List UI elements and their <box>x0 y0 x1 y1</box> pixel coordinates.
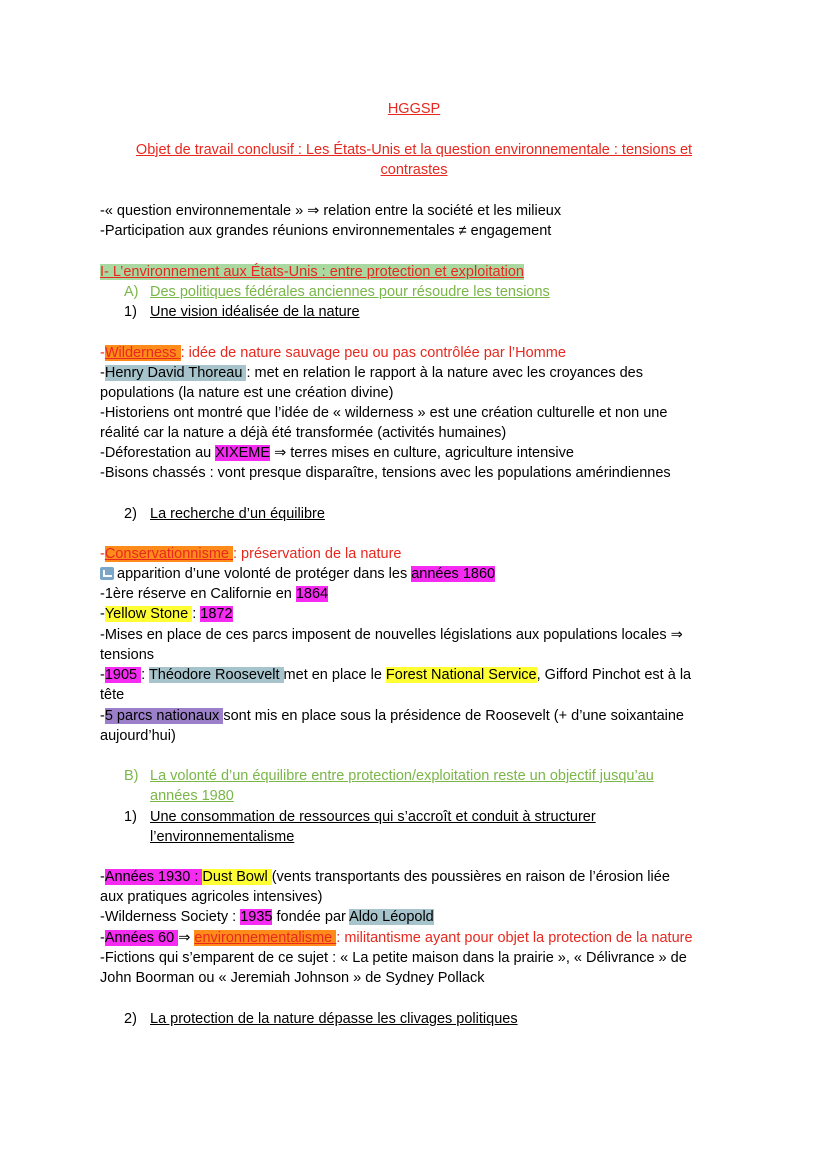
wilderness-society-line: -Wilderness Society : 1935 fondée par Aldo Léopold <box>100 909 434 925</box>
dust-bowl-line: -Années 1930 : Dust Bowl (vents transportants des poussières en raison de l’érosion liée <box>100 869 670 885</box>
subject-line-2: contrastes <box>380 162 448 178</box>
section-b: B) La volonté d’un équilibre entre protection/exploitation reste un objectif jusqu’au <box>124 768 654 784</box>
intro-line-2: -Participation aux grandes réunions environnementales ≠ engagement <box>100 223 552 239</box>
subsection-b1-line-2: l’environnementalisme <box>150 829 295 845</box>
reserve-line: -1ère réserve en Californie en 1864 <box>100 586 329 602</box>
five-parcs-line-2: aujourd’hui) <box>100 728 176 744</box>
bisons-line: -Bisons chassés : vont presque disparaître, tensions avec les populations amérindiennes <box>100 465 671 481</box>
return-arrow-icon <box>100 567 114 580</box>
parcs-line-1: -Mises en place de ces parcs imposent de nouvelles législations aux populations locales ⇒ <box>100 627 683 643</box>
apparition-line: apparition d’une volonté de protéger dans les années 1860 <box>100 564 495 584</box>
subject-line-1: Objet de travail conclusif : Les États-Unis et la question environnementale : tensions et <box>135 142 693 158</box>
thoreau-line: -Henry David Thoreau : met en relation le rapport à la nature avec les croyances des <box>100 365 643 381</box>
section-a: A) Des politiques fédérales anciennes pour résoudre les tensions <box>124 284 550 300</box>
deforestation-line: -Déforestation au XIXEME ⇒ terres mises en culture, agriculture intensive <box>100 445 574 461</box>
roosevelt-line-2: tête <box>100 687 125 703</box>
conservationnisme-line: -Conservationnisme : préservation de la nature <box>100 546 402 562</box>
parcs-line-2: tensions <box>100 647 155 663</box>
part1-heading: I- L’environnement aux États-Unis : entre protection et exploitation <box>100 264 524 280</box>
roosevelt-line: -1905 : Théodore Roosevelt met en place le Forest National Service, Gifford Pinchot est à la <box>100 667 692 683</box>
section-b-line-2: années 1980 <box>150 788 234 804</box>
subsection-b2: 2) La protection de la nature dépasse les clivages politiques <box>124 1011 518 1027</box>
wilderness-line: -Wilderness : idée de nature sauvage peu ou pas contrôlée par l’Homme <box>100 345 566 361</box>
intro-line-1: -« question environnementale » ⇒ relation entre la société et les milieux <box>100 203 562 219</box>
historians-line-1: -Historiens ont montré que l’idée de « wilderness » est une création culturelle et non une <box>100 405 668 421</box>
annees-60-line: -Années 60 ⇒ environnementalisme : militantisme ayant pour objet la protection de la nature <box>100 930 693 946</box>
wilderness-term: Wilderness <box>104 345 181 361</box>
subsection-1: 1) Une vision idéalisée de la nature <box>124 304 360 320</box>
dust-bowl-line-2: aux pratiques agricoles intensives) <box>100 889 323 905</box>
thoreau-line-2: populations (la nature est une création divine) <box>100 385 394 401</box>
yellowstone-line: -Yellow Stone : 1872 <box>100 606 233 622</box>
document-title: HGGSP <box>387 101 441 117</box>
subsection-2: 2) La recherche d’un équilibre <box>124 506 325 522</box>
fictions-line-1: -Fictions qui s’emparent de ce sujet : « La petite maison dans la prairie », « Délivrance » de <box>100 950 687 966</box>
historians-line-2: réalité car la nature a déjà été transformée (activités humaines) <box>100 425 507 441</box>
five-parcs-line: -5 parcs nationaux sont mis en place sous la présidence de Roosevelt (+ d’une soixantaine <box>100 708 684 724</box>
subsection-b1: 1) Une consommation de ressources qui s’accroît et conduit à structurer <box>124 809 596 825</box>
fictions-line-2: John Boorman ou « Jeremiah Johnson » de Sydney Pollack <box>100 970 485 986</box>
